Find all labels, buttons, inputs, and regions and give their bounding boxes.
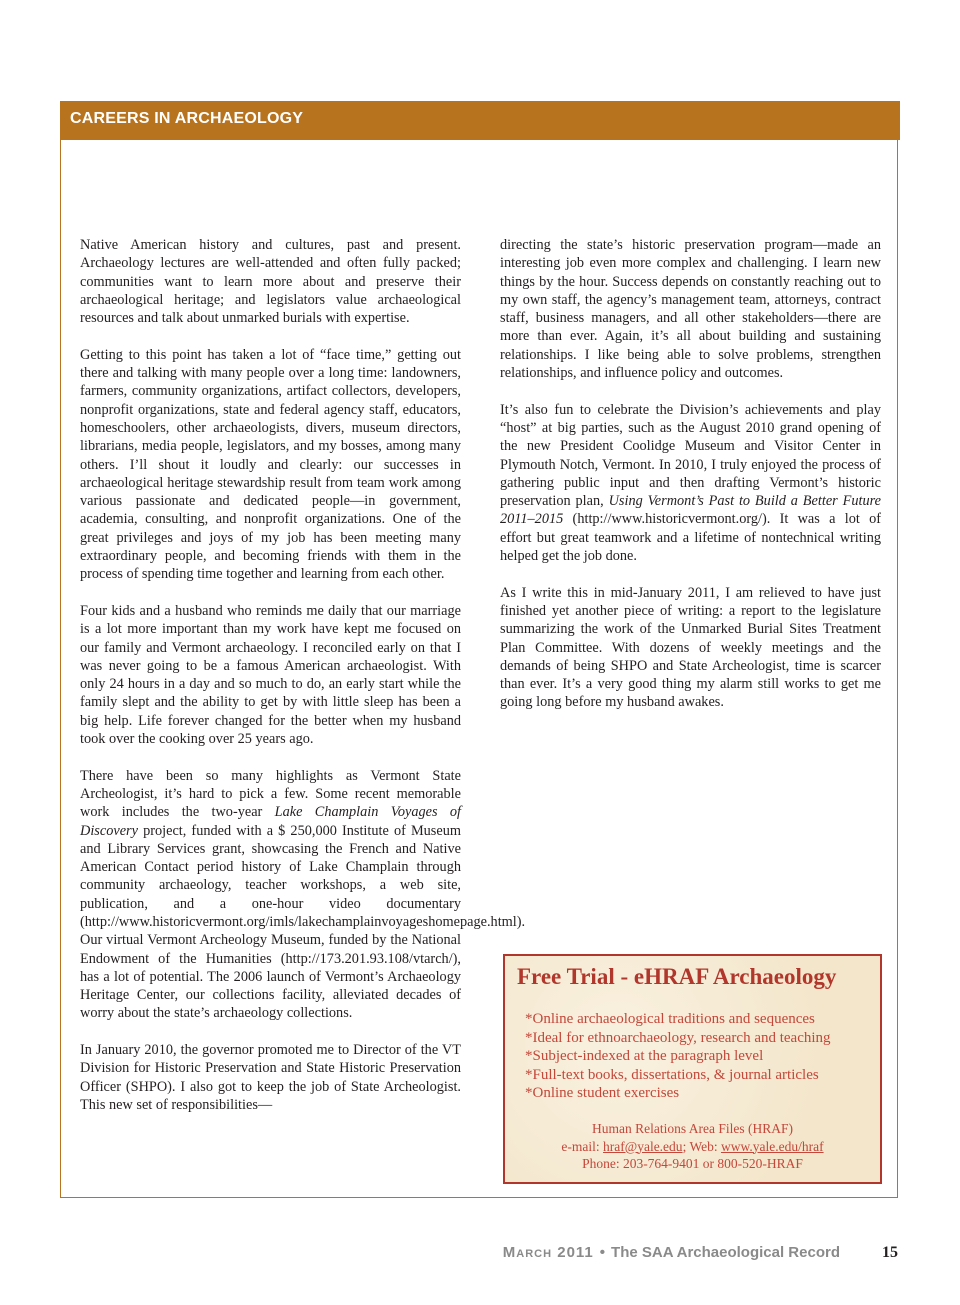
page-number: 15 — [882, 1244, 898, 1261]
ehraf-advertisement — [503, 954, 882, 1184]
ad-feature: *Online student exercises — [525, 1085, 680, 1101]
paragraph: In January 2010, the governor promoted me to Director of the VT Division for Historic Preservation and State Historic Preservation Officer (SHPO). I also got to keep the job of State Archeologist. This new set of responsibilities— — [80, 1042, 461, 1113]
ad-feature: *Online archaeological traditions and sequences — [525, 1011, 815, 1027]
ad-contact — [505, 1120, 880, 1173]
paragraph-text: There have been so many highlights as Vermont State Archeologist, it’s hard to pick a few. Some recent memorable work includes the two-year — [80, 767, 461, 821]
ad-feature: *Full-text books, dissertations, & journal articles — [525, 1066, 819, 1083]
email-link[interactable]: hraf@yale.edu — [603, 1138, 683, 1154]
footer-month: March 2011 — [502, 1244, 594, 1261]
right-column — [500, 236, 881, 712]
email-label: e-mail: — [561, 1138, 604, 1154]
running-footer — [503, 1244, 840, 1261]
ad-links — [505, 1138, 880, 1156]
project-title: Lake Champlain Voyages of Discovery — [80, 804, 461, 839]
paragraph: directing the state’s historic preservation program—made an interesting job even more complex and challenging. I learn new things by the hour. Success depends on constantly reaching out to my own staff, the agency’s management team, attorneys, contract staff, business managers, and all other stakeholders—there are more than ever. Again, it’s all about building and sustaining relationships. I like being able to solve problems, strengthen relationships, and influence policy and outcomes. — [500, 237, 881, 382]
ad-phone: Phone: 203-764-9401 or 800-520-HRAF — [582, 1156, 803, 1171]
ad-feature-list — [525, 1010, 831, 1103]
web-label: ; Web: — [682, 1138, 721, 1154]
paragraph: Four kids and a husband who reminds me daily that our marriage is a lot more important than my work have kept me focused on our family and Vermont archaeology. I reconciled early on that I was never going to be a famous American archaeologist. With only 24 hours in a day and so much to do, an early start while the family slept and the ability to get by with little sleep has been a big help. Life forever changed for the better when my husband took over the cooking over 25 years ago. — [80, 602, 461, 748]
web-link[interactable]: www.yale.edu/hraf — [720, 1138, 824, 1154]
section-header-bar — [60, 101, 900, 140]
paragraph — [500, 401, 881, 566]
ad-org: Human Relations Area Files (HRAF) — [592, 1121, 793, 1136]
plan-title: Using Vermont’s Past to Build a Better Future 2011–2015 — [500, 493, 881, 528]
section-label: CAREERS IN ARCHAEOLOGY — [70, 110, 304, 127]
paragraph: Getting to this point has taken a lot of “face time,” getting out there and talking with many people over a long time: landowners, farmers, community organizations, artifact collectors, developers, nonprofit organizations, state and federal agency staff, educators, homeschoolers, other archaeologists, divers, museum directors, librarians, media people, legislators, and my bosses, among many others. I’ll shout it loudly and clearly: our successes in archaeological heritage stewardship result from team work among various passionate and dedicated people—in government, academia, consulting, and nonprofit organizations. One of the great privileges and joys of my job has been meeting many extraordinary people, and becoming friends with them in the process of spending time together and learning from each other. — [80, 346, 461, 583]
paragraph — [80, 767, 526, 1023]
paragraph: As I write this in mid-January 2011, I am relieved to have just finished yet another piece of writing: a report to the legislature summarizing the work of the Unmarked Burial Sites Treatment Plan Committee. With dozens of weekly meetings and the demands of being SHPO and State Archeologist, time is scarcer than ever. It’s a very good thing my alarm still works to get me going long before my husband awakes. — [500, 584, 881, 711]
ad-feature: *Subject-indexed at the paragraph level — [525, 1048, 764, 1064]
ad-feature: *Ideal for ethnoarchaeology, research and teaching — [525, 1029, 831, 1046]
paragraph-text: (http://www.historicvermont.org/). It was a lot of effort but great teamwork and a lifetime of nontechnical writing helped get the job done. — [500, 511, 881, 565]
paragraph: Native American history and cultures, past and present. Archaeology lectures are well-attended and often fully packed; communities want to learn more about and preserve their archaeological heritage; and legislators value archaeological resources and talk about unmarked burials with expertise. — [80, 237, 461, 327]
paragraph-text: project, funded with a $ 250,000 Institute of Museum and Library Services grant, showcasing the French and Native American Contact period history of Lake Champlain through community archaeology, teacher workshops, a web site, publication, and a one-hour video documentary (http://www.historicvermont.org/imls/lakechamplainvoyageshomepage.html). Our virtual Vermont Archeology Museum, funded by the National Endowment of the Humanities (http://173.201.93.108/vtarch/), has a lot of potential. The 2006 launch of Vermont’s Archaeology Heritage Center, our collections facility, alleviated decades of worry about the state’s archaeology collections. — [80, 822, 526, 1022]
left-column — [80, 236, 526, 1114]
paragraph-text: It’s also fun to celebrate the Division’s achievements and play “host” at big parties, such as the August 2010 grand opening of the new President Coolidge Museum and Visitor Center in Plymouth Notch, Vermont. In 2010, I truly enjoyed the process of gathering public input and then drafting Vermont’s historic preservation plan, — [500, 401, 881, 510]
footer-bullet: • — [599, 1244, 606, 1261]
footer-publication: The SAA Archaeological Record — [611, 1244, 840, 1261]
ad-title: Free Trial - eHRAF Archaeology — [517, 964, 837, 989]
